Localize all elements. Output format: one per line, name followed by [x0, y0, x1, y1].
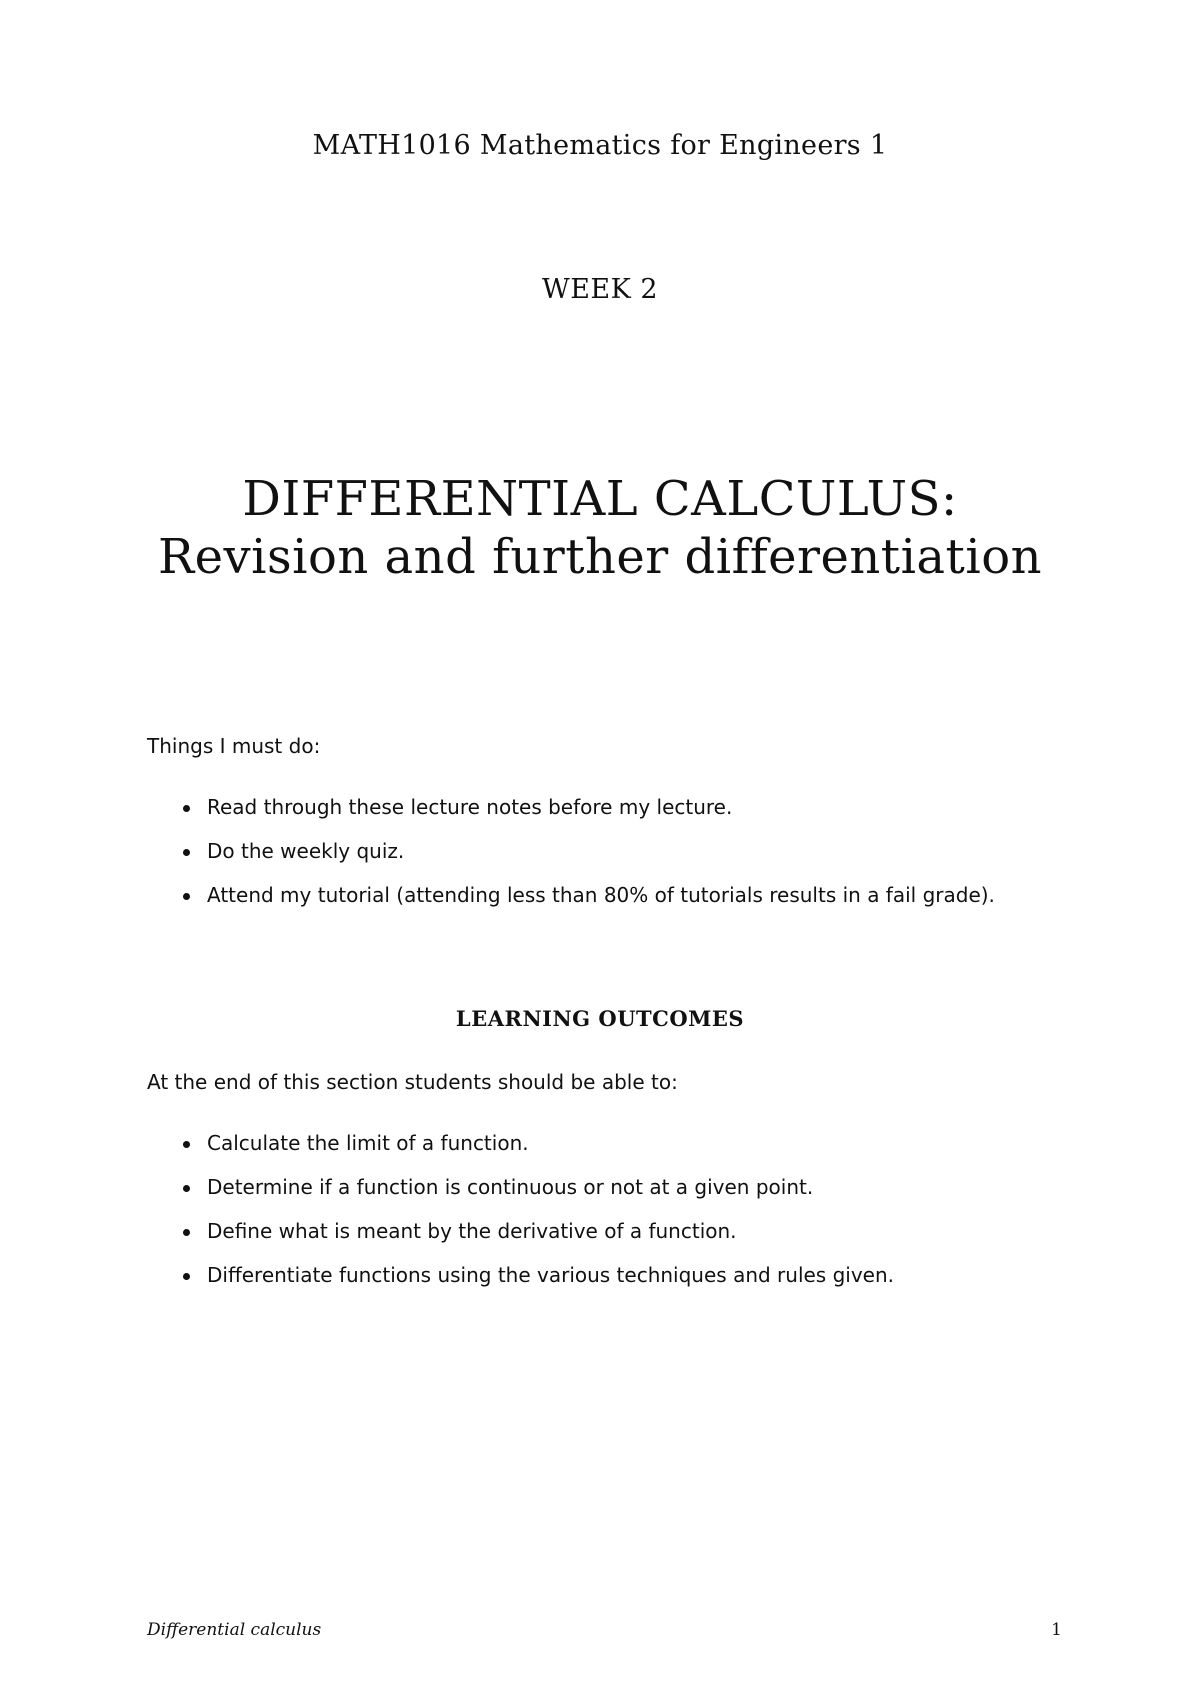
list-item-text: Differentiate functions using the various techniques and rules given.: [207, 1263, 895, 1287]
list-item: [180, 839, 995, 883]
list-item-text: Calculate the limit of a function.: [207, 1131, 529, 1155]
learning-outcomes-heading: LEARNING OUTCOMES: [455, 1006, 745, 1031]
footer-section-title: Differential calculus: [147, 1620, 322, 1640]
bullet-icon: [183, 893, 190, 900]
page-number: 1: [1051, 1620, 1062, 1640]
bullet-icon: [183, 1185, 190, 1192]
list-item-text: Read through these lecture notes before my lecture.: [207, 795, 733, 819]
bullet-icon: [183, 805, 190, 812]
list-item-text: Determine if a function is continuous or not at a given point.: [207, 1175, 814, 1199]
week-label: WEEK 2: [541, 274, 659, 305]
list-item: [180, 1263, 894, 1307]
outcomes-intro: At the end of this section students should be able to:: [147, 1070, 678, 1094]
list-item: [180, 1219, 894, 1263]
list-item-text: Do the weekly quiz.: [207, 839, 405, 863]
list-item: [180, 1131, 894, 1175]
list-item-text: Attend my tutorial (attending less than 80% of tutorials results in a fail grade).: [207, 883, 995, 907]
todo-list: [180, 795, 995, 927]
course-title: MATH1016 Mathematics for Engineers 1: [312, 130, 888, 161]
list-item: [180, 883, 995, 927]
bullet-icon: [183, 1141, 190, 1148]
todo-intro: Things I must do:: [147, 734, 321, 758]
list-item-text: Define what is meant by the derivative of a function.: [207, 1219, 737, 1243]
bullet-icon: [183, 1273, 190, 1280]
list-item: [180, 795, 995, 839]
bullet-icon: [183, 849, 190, 856]
bullet-icon: [183, 1229, 190, 1236]
list-item: [180, 1175, 894, 1219]
main-title-line-2: Revision and further differentiation: [157, 529, 1042, 585]
outcomes-list: [180, 1131, 894, 1307]
main-title-line-1: DIFFERENTIAL CALCULUS:: [242, 471, 958, 527]
main-title: [0, 470, 1200, 586]
